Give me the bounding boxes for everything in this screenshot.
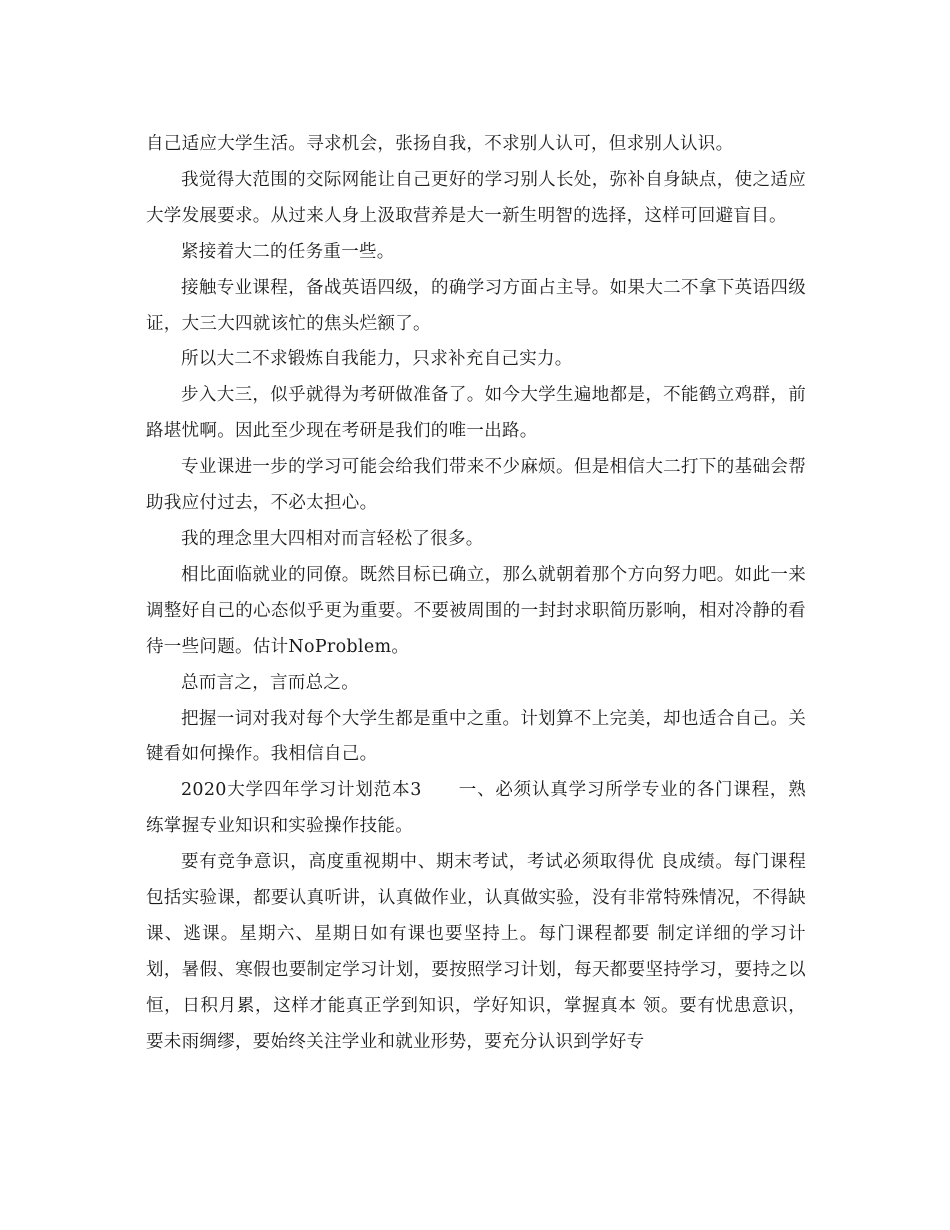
paragraph: 紧接着大二的任务重一些。	[181, 241, 395, 262]
paragraph: 专业课进一步的学习可能会给我们带来不少麻烦。但是相信大二打下的基础会帮助我应付过去，不必太担心。	[146, 457, 806, 514]
paragraph: 自己适应大学生活。寻求机会，张扬自我，不求别人认可，但求别人认识。	[146, 134, 734, 154]
paragraph: 我觉得大范围的交际网能让自己更好的学习别人长处，弥补自身缺点，使之适应大学发展要求。从过来人身上汲取营养是大一新生明智的选择，这样可回避盲目。	[146, 169, 806, 226]
paragraph: 把握一词对我对每个大学生都是重中之重。计划算不上完美，却也适合自己。关键看如何操作。我相信自己。	[146, 708, 806, 765]
paragraph: 步入大三，似乎就得为考研做准备了。如今大学生遍地都是，不能鹤立鸡群，前路堪忧啊。因此至少现在考研是我们的唯一出路。	[146, 385, 806, 442]
paragraph: 要有竞争意识，高度重视期中、期末考试，考试必须取得优 良成绩。每门课程包括实验课，都要认真听讲，认真做作业，认真做实验，没有非常特殊情况，不得缺课、逃课。星期六、星期日如有课也要坚持上。每门课程都要 制定详细的学习计划，暑假、寒假也要制定学习计划，要按照学习计划，每天都要坚持学习，要持之以恒，日积月累，这样才能真正学到知识，学好知识，掌握真本 领。要有忧患意识，要未雨绸缪，要始终关注学业和就业形势，要充分认识到学好专	[146, 852, 806, 1052]
paragraph: 所以大二不求锻炼自我能力，只求补充自己实力。	[181, 349, 573, 370]
paragraph: 总而言之，言而总之。	[181, 672, 359, 693]
paragraph: 2020大学四年学习计划范本3 一、必须认真学习所学专业的各门课程，熟练掌握专业知识和实验操作技能。	[146, 780, 806, 837]
paragraph: 接触专业课程，备战英语四级，的确学习方面占主导。如果大二不拿下英语四级证，大三大四就该忙的焦头烂额了。	[146, 277, 806, 334]
paragraph: 我的理念里大四相对而言轻松了很多。	[181, 528, 484, 549]
document-body	[146, 127, 806, 1061]
paragraph: 相比面临就业的同僚。既然目标已确立，那么就朝着那个方向努力吧。如此一来调整好自己的心态似乎更为重要。不要被周围的一封封求职简历影响，相对冷静的看待一些问题。估计NoProblem。	[146, 564, 806, 657]
